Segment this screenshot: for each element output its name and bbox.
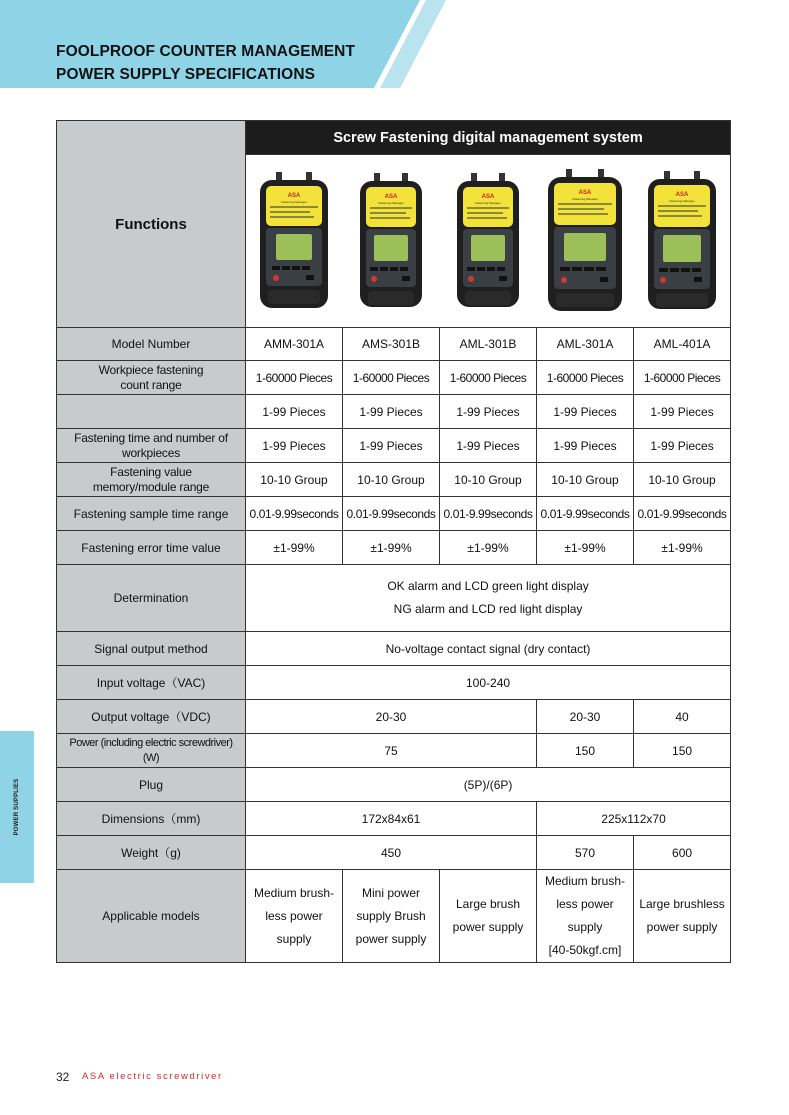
device-brand: ASA bbox=[675, 192, 689, 198]
table-cell: 0.01-9.99seconds bbox=[634, 497, 731, 531]
table-cell: 1-99 Pieces bbox=[537, 395, 634, 429]
table-row bbox=[57, 768, 731, 802]
power-supply-device-image bbox=[546, 169, 624, 313]
system-title: Screw Fastening digital management system bbox=[246, 121, 731, 155]
product-image-cell bbox=[537, 155, 634, 328]
table-cell: 0.01-9.99seconds bbox=[440, 497, 537, 531]
row-label-time-number bbox=[57, 429, 246, 463]
model-cell: AML-301B bbox=[440, 328, 537, 361]
applicable-cell bbox=[537, 870, 634, 963]
table-cell: 225x112x70 bbox=[537, 802, 731, 836]
row-label-line: Workpiece fastening bbox=[98, 362, 204, 377]
row-label-memory bbox=[57, 463, 246, 497]
table-cell: 1-60000 Pieces bbox=[537, 361, 634, 395]
row-label-model-number: Model Number bbox=[57, 328, 246, 361]
page-title-line2: POWER SUPPLY SPECIFICATIONS bbox=[56, 66, 316, 83]
row-label-line: (W) bbox=[142, 751, 160, 764]
side-tab-label: POWER SUPPLIES bbox=[14, 778, 20, 836]
determination-ok: OK alarm and LCD green light display bbox=[387, 579, 589, 593]
table-row bbox=[57, 328, 731, 361]
row-label-sample-time: Fastening sample time range bbox=[57, 497, 246, 531]
table-cell: 172x84x61 bbox=[246, 802, 537, 836]
table-row bbox=[57, 463, 731, 497]
row-label-applicable: Applicable models bbox=[57, 870, 246, 963]
power-supply-device-image bbox=[358, 173, 424, 309]
spec-table bbox=[56, 120, 731, 963]
device-label: Fastening Manager bbox=[281, 200, 308, 204]
table-cell: No-voltage contact signal (dry contact) bbox=[246, 632, 731, 666]
table-cell: 10-10 Group bbox=[246, 463, 343, 497]
device-brand: ASA bbox=[578, 190, 592, 196]
table-row bbox=[57, 870, 731, 963]
footer-brand: ASA electric screwdriver bbox=[82, 1071, 223, 1082]
table-cell: 1-60000 Pieces bbox=[440, 361, 537, 395]
page-title bbox=[56, 40, 355, 86]
table-cell: 10-10 Group bbox=[343, 463, 440, 497]
table-cell: ±1-99% bbox=[537, 531, 634, 565]
table-cell: 20-30 bbox=[537, 700, 634, 734]
table-row bbox=[57, 429, 731, 463]
determination-cell bbox=[246, 565, 731, 632]
table-cell: (5P)/(6P) bbox=[246, 768, 731, 802]
row-label-dimensions: Dimensions（mm) bbox=[57, 802, 246, 836]
table-row bbox=[57, 361, 731, 395]
row-label-signal: Signal output method bbox=[57, 632, 246, 666]
table-cell: 1-60000 Pieces bbox=[343, 361, 440, 395]
table-cell: ±1-99% bbox=[634, 531, 731, 565]
applicable-cell bbox=[440, 870, 537, 963]
table-cell: ±1-99% bbox=[343, 531, 440, 565]
table-row bbox=[57, 734, 731, 768]
model-cell: AMM-301A bbox=[246, 328, 343, 361]
table-cell: 1-99 Pieces bbox=[343, 395, 440, 429]
table-cell: 0.01-9.99seconds bbox=[343, 497, 440, 531]
row-label-error-time: Fastening error time value bbox=[57, 531, 246, 565]
applicable-line: less power supply bbox=[265, 908, 323, 946]
applicable-line: Large brushless bbox=[639, 897, 725, 911]
device-label: Fastening Manager bbox=[668, 199, 695, 203]
row-label-line: count range bbox=[120, 377, 182, 392]
table-cell: 1-99 Pieces bbox=[343, 429, 440, 463]
row-label-line: Power (including electric screwdriver) bbox=[69, 736, 233, 749]
model-cell: AMS-301B bbox=[343, 328, 440, 361]
table-cell: 1-60000 Pieces bbox=[246, 361, 343, 395]
table-row bbox=[57, 700, 731, 734]
device-brand: ASA bbox=[481, 194, 495, 200]
table-cell: 1-99 Pieces bbox=[440, 395, 537, 429]
table-row bbox=[57, 395, 731, 429]
applicable-line: Large brush bbox=[455, 897, 521, 911]
power-supply-device-image bbox=[258, 172, 330, 310]
table-cell: 150 bbox=[634, 734, 731, 768]
model-cell: AML-401A bbox=[634, 328, 731, 361]
page-title-line1: FOOLPROOF COUNTER MANAGEMENT bbox=[56, 43, 356, 60]
table-row bbox=[57, 632, 731, 666]
table-cell: 0.01-9.99seconds bbox=[246, 497, 343, 531]
table-cell: 1-99 Pieces bbox=[246, 429, 343, 463]
table-cell: 0.01-9.99seconds bbox=[537, 497, 634, 531]
row-label-plug: Plug bbox=[57, 768, 246, 802]
applicable-line: Medium brush- bbox=[544, 874, 626, 888]
applicable-cell bbox=[246, 870, 343, 963]
table-cell: 150 bbox=[537, 734, 634, 768]
applicable-line: Mini power bbox=[361, 885, 421, 900]
device-brand: ASA bbox=[287, 193, 301, 199]
row-label-input-voltage: Input voltage（VAC) bbox=[57, 666, 246, 700]
product-image-cell bbox=[246, 155, 343, 328]
model-cell: AML-301A bbox=[537, 328, 634, 361]
row-label-line: workpieces bbox=[121, 445, 181, 460]
table-cell: 1-99 Pieces bbox=[440, 429, 537, 463]
table-cell: 75 bbox=[246, 734, 537, 768]
table-cell: 1-99 Pieces bbox=[246, 395, 343, 429]
row-label-empty bbox=[57, 395, 246, 429]
table-row bbox=[57, 666, 731, 700]
row-label-line: Fastening time and number of bbox=[74, 430, 228, 445]
applicable-line: power supply bbox=[646, 920, 718, 934]
applicable-line: power supply bbox=[452, 920, 524, 934]
table-cell: 10-10 Group bbox=[537, 463, 634, 497]
applicable-line: Medium brush- bbox=[253, 885, 335, 900]
table-cell: ±1-99% bbox=[246, 531, 343, 565]
applicable-cell bbox=[343, 870, 440, 963]
device-label: Fastening Manager bbox=[378, 201, 404, 205]
table-row bbox=[57, 531, 731, 565]
table-row bbox=[57, 565, 731, 632]
table-cell: 600 bbox=[634, 836, 731, 870]
device-brand: ASA bbox=[384, 194, 398, 200]
table-cell: 1-99 Pieces bbox=[634, 429, 731, 463]
table-cell: 10-10 Group bbox=[440, 463, 537, 497]
table-cell: 450 bbox=[246, 836, 537, 870]
applicable-cell bbox=[634, 870, 731, 963]
product-image-cell bbox=[634, 155, 731, 328]
table-cell: 20-30 bbox=[246, 700, 537, 734]
row-label-count-range bbox=[57, 361, 246, 395]
row-label-power bbox=[57, 734, 246, 768]
applicable-line: [40-50kgf.cm] bbox=[548, 943, 622, 957]
table-cell: 40 bbox=[634, 700, 731, 734]
functions-label: Functions bbox=[57, 121, 246, 328]
row-label-line: memory/module range bbox=[92, 479, 210, 494]
determination-ng: NG alarm and LCD red light display bbox=[393, 602, 583, 616]
device-label: Fastening Manager bbox=[572, 197, 598, 201]
table-cell: 10-10 Group bbox=[634, 463, 731, 497]
power-supply-device-image bbox=[646, 171, 718, 311]
product-image-cell bbox=[440, 155, 537, 328]
device-label: Fastening Manager bbox=[475, 201, 501, 205]
applicable-line: less power supply bbox=[556, 897, 614, 934]
table-cell: 1-60000 Pieces bbox=[634, 361, 731, 395]
table-row bbox=[57, 497, 731, 531]
applicable-line: supply Brush bbox=[356, 908, 426, 923]
table-row bbox=[57, 836, 731, 870]
table-cell: 1-99 Pieces bbox=[537, 429, 634, 463]
row-label-determination: Determination bbox=[57, 565, 246, 632]
table-cell: 100-240 bbox=[246, 666, 731, 700]
row-label-weight: Weight（g) bbox=[57, 836, 246, 870]
power-supply-device-image bbox=[455, 173, 521, 309]
table-cell: ±1-99% bbox=[440, 531, 537, 565]
table-cell: 1-99 Pieces bbox=[634, 395, 731, 429]
applicable-line: power supply bbox=[355, 931, 427, 946]
product-image-cell bbox=[343, 155, 440, 328]
row-label-line: Fastening value bbox=[110, 464, 192, 479]
row-label-output-voltage: Output voltage（VDC) bbox=[57, 700, 246, 734]
table-row bbox=[57, 802, 731, 836]
table-cell: 570 bbox=[537, 836, 634, 870]
page-number: 32 bbox=[56, 1070, 70, 1084]
